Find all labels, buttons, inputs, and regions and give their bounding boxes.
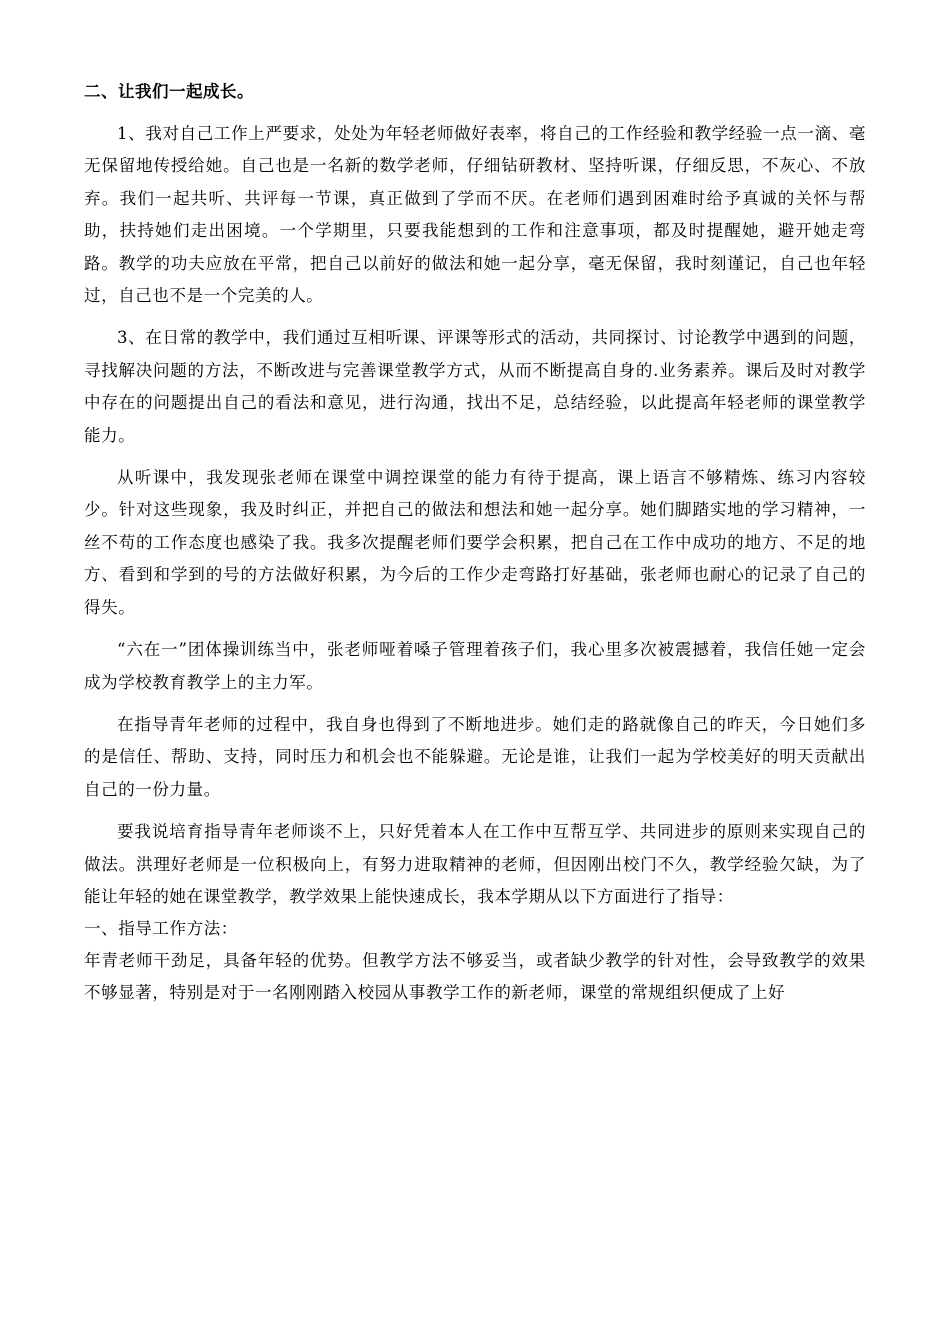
paragraph-6: 要我说培育指导青年老师谈不上，只好凭着本人在工作中互帮互学、共同进步的原则来实现自己的做法。洪理好老师是一位积极向上，有努力进取精神的老师，但因刚出校门不久，教学经验欠缺，为了能让年轻的她在课堂教学，教学效果上能快速成长，我本学期从以下方面进行了指导： xyxy=(84,822,866,906)
section-heading: 二、让我们一起成长。 xyxy=(84,82,254,101)
paragraph-1: 1、我对自己工作上严要求，处处为年轻老师做好表率，将自己的工作经验和教学经验一点一滴、毫无保留地传授给她。自己也是一名新的数学老师，仔细钻研教材、坚持听课，仔细反思，不灰心、不放弃。我们一起共听、共评每一节课，真正做到了学而不厌。在老师们遇到困难时给予真诚的关怀与帮助，扶持她们走出困境。一个学期里，只要我能想到的工作和注意事项，都及时提醒她，避开她走弯路。教学的功夫应放在平常，把自己以前好的做法和她一起分享，毫无保留，我时刻谨记，自己也年轻过，自己也不是一个完美的人。 xyxy=(84,124,866,306)
document-page xyxy=(84,76,866,1009)
paragraph-4: “六在一”团体操训练当中，张老师哑着嗓子管理着孩子们，我心里多次被震撼着，我信任她一定会成为学校教育教学上的主力军。 xyxy=(84,640,866,692)
paragraph-2: 3、在日常的教学中，我们通过互相听课、评课等形式的活动，共同探讨、讨论教学中遇到的问题，寻找解决问题的方法，不断改进与完善课堂教学方式，从而不断提高自身的.业务素养。课后及时对教学中存在的问题提出自己的看法和意见，进行沟通，找出不足，总结经验，以此提高年轻老师的课堂教学能力。 xyxy=(84,328,866,445)
final-paragraph: 年青老师干劲足，具备年轻的优势。但教学方法不够妥当，或者缺少教学的针对性，会导致教学的效果不够显著，特别是对于一名刚刚踏入校园从事教学工作的新老师，课堂的常规组织便成了上好 xyxy=(84,951,866,1003)
paragraph-5: 在指导青年老师的过程中，我自身也得到了不断地进步。她们走的路就像自己的昨天，今日她们多的是信任、帮助、支持，同时压力和机会也不能躲避。无论是谁，让我们一起为学校美好的明天贡献出自己的一份力量。 xyxy=(84,714,866,799)
paragraph-3: 从听课中，我发现张老师在课堂中调控课堂的能力有待于提高，课上语言不够精炼、练习内容较少。针对这些现象，我及时纠正，并把自己的做法和想法和她一起分享。她们脚踏实地的学习精神，一丝不苟的工作态度也感染了我。我多次提醒老师们要学会积累，把自己在工作中成功的地方、不足的地方、看到和学到的号的方法做好积累，为今后的工作少走弯路打好基础，张老师也耐心的记录了自己的得失。 xyxy=(84,468,866,617)
subheading: 一、指导工作方法： xyxy=(84,919,238,939)
